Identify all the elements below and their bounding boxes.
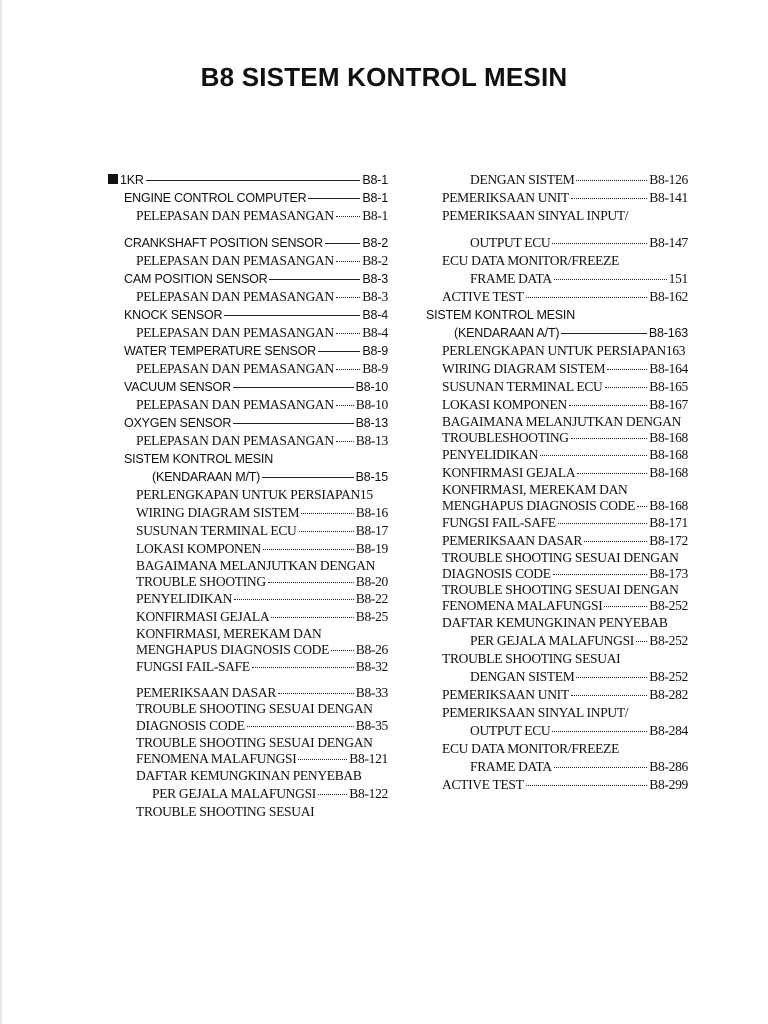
leader-dots: [552, 242, 647, 244]
toc-entry-page: B8-9: [362, 344, 388, 358]
leader-dots: [336, 368, 360, 370]
leader-dots: [577, 472, 647, 474]
toc-entry[interactable]: [426, 566, 688, 582]
toc-entry-title: SISTEM KONTROL MESIN: [426, 308, 576, 322]
leader-dots: [571, 694, 647, 696]
leader-dots: [262, 476, 354, 478]
leader-dots: [554, 278, 667, 280]
toc-entry[interactable]: [426, 598, 688, 614]
toc-entry-title: PERLENGKAPAN UNTUK PERSIAPAN: [442, 343, 666, 358]
toc-entry-title: WATER TEMPERATURE SENSOR: [124, 344, 316, 358]
leader-dots: [308, 197, 360, 199]
leader-dots: [233, 386, 354, 388]
toc-entry-page: B8-19: [355, 541, 388, 556]
leader-dots: [298, 758, 347, 760]
toc-entry-title: BAGAIMANA MELANJUTKAN DENGAN: [442, 414, 682, 429]
toc-entry-page: B8-171: [649, 515, 688, 530]
toc-entry[interactable]: [108, 608, 388, 626]
section-marker-icon: [108, 174, 118, 184]
toc-entry[interactable]: [426, 740, 688, 758]
toc-entry[interactable]: [108, 234, 388, 252]
toc-entry-title: DIAGNOSIS CODE: [136, 718, 245, 733]
toc-entry-page: B8-2: [362, 253, 388, 268]
leader-dots: [571, 197, 647, 199]
toc-entry-page: B8-252: [649, 598, 688, 613]
toc-entry[interactable]: [108, 207, 388, 225]
toc-entry[interactable]: [426, 430, 688, 446]
leader-dots: [576, 179, 647, 181]
toc-entry[interactable]: [426, 758, 688, 776]
leader-dots: [604, 605, 647, 607]
toc-entry-page: B8-4: [362, 325, 388, 340]
toc-entry-page: B8-25: [355, 609, 388, 624]
spacer: [108, 225, 388, 234]
toc-entry[interactable]: [108, 486, 388, 504]
toc-entry-title: VACUUM SENSOR: [124, 380, 231, 394]
spacer: [426, 225, 688, 234]
toc-entry[interactable]: [426, 650, 688, 668]
leader-dots: [336, 332, 360, 334]
toc-entry-title: PELEPASAN DAN PEMASANGAN: [136, 289, 334, 304]
toc-entry-title: KONFIRMASI GEJALA: [442, 465, 576, 480]
toc-entry-title: PEMERIKSAAN SINYAL INPUT/: [442, 208, 629, 223]
toc-entry[interactable]: [108, 432, 388, 450]
toc-entry-page: B8-22: [355, 591, 388, 606]
page-edge: [0, 0, 2, 1024]
toc-entry-title: KONFIRMASI GEJALA: [136, 609, 270, 624]
toc-entry-title: TROUBLE SHOOTING: [136, 574, 266, 589]
toc-entry-title: LOKASI KOMPONEN: [136, 541, 261, 556]
toc-entry-title: TROUBLE SHOOTING SESUAI DENGAN: [136, 735, 373, 750]
toc-entry[interactable]: [426, 396, 688, 414]
toc-entry[interactable]: [108, 701, 388, 717]
leader-dots: [526, 784, 648, 786]
toc-entry-title: ECU DATA MONITOR/FREEZE: [442, 741, 620, 756]
toc-entry-title: PER GEJALA MALAFUNGSI: [470, 633, 634, 648]
toc-entry-page: 15: [359, 487, 373, 502]
leader-dots: [252, 666, 354, 668]
toc-entry[interactable]: [426, 446, 688, 464]
leader-dots: [637, 505, 647, 507]
toc-entry-title: TROUBLE SHOOTING SESUAI DENGAN: [442, 582, 679, 597]
toc-entry-page: B8-3: [362, 272, 388, 286]
toc-entry-title: WIRING DIAGRAM SISTEM: [136, 505, 300, 520]
leader-dots: [271, 616, 353, 618]
toc-entry-page: B8-1: [362, 173, 388, 187]
leader-dots: [558, 522, 647, 524]
toc-entry[interactable]: [108, 342, 388, 360]
toc-entry[interactable]: [426, 776, 688, 794]
toc-entry[interactable]: [108, 540, 388, 558]
leader-dots: [607, 368, 647, 370]
toc-entry-page: B8-32: [355, 659, 388, 674]
toc-entry-title: ENGINE CONTROL COMPUTER: [124, 191, 307, 205]
toc-entry[interactable]: [426, 632, 688, 650]
toc-entry-page: B8-168: [649, 465, 688, 480]
leader-dots: [336, 440, 354, 442]
toc-entry-title: PELEPASAN DAN PEMASANGAN: [136, 361, 334, 376]
leader-dots: [263, 548, 354, 550]
toc-entry[interactable]: [108, 558, 388, 574]
toc-entry-page: B8-122: [349, 786, 388, 801]
toc-entry-title: PELEPASAN DAN PEMASANGAN: [136, 433, 334, 448]
toc-entry-title: CAM POSITION SENSOR: [124, 272, 268, 286]
leader-dots: [318, 793, 347, 795]
toc-entry[interactable]: [426, 306, 688, 324]
toc-entry-title: SISTEM KONTROL MESIN: [124, 452, 274, 466]
toc-entry[interactable]: [426, 686, 688, 704]
toc-entry-page: B8-163: [648, 326, 688, 340]
leader-dots: [318, 350, 360, 352]
leader-dots: [553, 573, 648, 575]
toc-entry-page: B8-10: [355, 380, 388, 394]
leader-dots: [636, 640, 647, 642]
toc-entry[interactable]: [426, 550, 688, 566]
toc-entry-title: FUNGSI FAIL-SAFE: [442, 515, 556, 530]
leader-dots: [299, 530, 354, 532]
toc-entry-page: B8-286: [649, 759, 688, 774]
toc-entry[interactable]: [426, 252, 688, 270]
leader-dots: [569, 404, 647, 406]
toc-entry-title: 1KR: [120, 173, 144, 187]
page-title: B8 SISTEM KONTROL MESIN: [200, 62, 568, 92]
toc-entry[interactable]: [108, 751, 388, 767]
toc-entry[interactable]: [426, 342, 688, 360]
toc-entry[interactable]: [108, 324, 388, 342]
leader-dots: [554, 766, 647, 768]
toc-entry-title: KONFIRMASI, MEREKAM DAN: [136, 626, 322, 641]
toc-entry-title: TROUBLESHOOTING: [442, 430, 569, 445]
toc-entry-page: B8-121: [349, 751, 388, 766]
toc-entry[interactable]: [426, 234, 688, 252]
toc-entry[interactable]: [108, 626, 388, 642]
toc-entry-page: B8-252: [649, 669, 688, 684]
toc-entry-title: TROUBLE SHOOTING SESUAI DENGAN: [136, 701, 373, 716]
toc-entry-page: B8-141: [649, 190, 688, 205]
toc-entry-title: ACTIVE TEST: [442, 289, 524, 304]
leader-dots: [584, 540, 647, 542]
toc-entry-title: PELEPASAN DAN PEMASANGAN: [136, 208, 334, 223]
toc-entry[interactable]: [426, 482, 688, 498]
toc-entry[interactable]: [108, 522, 388, 540]
toc-entry[interactable]: [108, 360, 388, 378]
toc-entry[interactable]: [426, 324, 688, 342]
toc-entry[interactable]: [426, 207, 688, 225]
toc-entry-page: B8-162: [649, 289, 688, 304]
toc-entry-page: B8-16: [355, 505, 388, 520]
toc-entry-page: 151: [668, 271, 688, 286]
spacer: [108, 676, 388, 685]
toc-entry[interactable]: [108, 803, 388, 821]
toc-entry[interactable]: [108, 735, 388, 751]
toc-entry-title: PEMERIKSAAN DASAR: [442, 533, 583, 548]
toc-entry-page: B8-26: [355, 642, 388, 657]
toc-entry-page: B8-172: [649, 533, 688, 548]
toc-entry[interactable]: [108, 252, 388, 270]
toc-entry-title: PELEPASAN DAN PEMASANGAN: [136, 397, 334, 412]
toc-entry-page: B8-13: [355, 433, 388, 448]
toc-entry[interactable]: [426, 614, 688, 632]
toc-entry[interactable]: [108, 189, 388, 207]
toc-entry-title: KONFIRMASI, MEREKAM DAN: [442, 482, 628, 497]
toc-entry[interactable]: [108, 306, 388, 324]
toc-entry[interactable]: [108, 504, 388, 522]
toc-entry[interactable]: [108, 658, 388, 676]
toc-entry[interactable]: [426, 514, 688, 532]
toc-entry[interactable]: [108, 414, 388, 432]
leader-dots: [561, 332, 647, 334]
toc-entry-page: B8-1: [362, 208, 388, 223]
toc-entry[interactable]: [426, 288, 688, 306]
toc-entry-page: B8-15: [355, 470, 388, 484]
toc-entry-page: B8-284: [649, 723, 688, 738]
toc-entry-title: DAFTAR KEMUNGKINAN PENYEBAB: [442, 615, 668, 630]
toc-entry-title: PEMERIKSAAN UNIT: [442, 687, 569, 702]
toc-entry-page: B8-2: [362, 236, 388, 250]
leader-dots: [331, 649, 354, 651]
toc-entry-page: B8-168: [649, 430, 688, 445]
toc-entry[interactable]: [426, 668, 688, 686]
leader-dots: [234, 598, 354, 600]
toc-entry-page: B8-168: [649, 498, 688, 513]
toc-entry-title: PERLENGKAPAN UNTUK PERSIAPAN: [136, 487, 360, 502]
toc-entry-page: B8-1: [362, 191, 388, 205]
toc-entry-title: MENGHAPUS DIAGNOSIS CODE: [136, 642, 330, 657]
toc-entry-title: PEMERIKSAAN DASAR: [136, 685, 277, 700]
toc-entry[interactable]: [426, 189, 688, 207]
toc-left-column: [108, 171, 388, 821]
toc-entry-title: PELEPASAN DAN PEMASANGAN: [136, 253, 334, 268]
toc-entry-page: B8-3: [362, 289, 388, 304]
leader-dots: [576, 676, 647, 678]
toc-entry-page: B8-9: [362, 361, 388, 376]
toc-entry[interactable]: [426, 582, 688, 598]
leader-dots: [325, 242, 361, 244]
toc-entry[interactable]: [108, 396, 388, 414]
toc-entry-title: TROUBLE SHOOTING SESUAI DENGAN: [442, 550, 679, 565]
toc-entry-title: DENGAN SISTEM: [470, 172, 575, 187]
leader-dots: [268, 581, 354, 583]
leader-dots: [540, 454, 647, 456]
toc-entry-title: PENYELIDIKAN: [136, 591, 233, 606]
toc-entry-title: PEMERIKSAAN UNIT: [442, 190, 569, 205]
toc-entry-title: CRANKSHAFT POSITION SENSOR: [124, 236, 323, 250]
toc-entry-title: DIAGNOSIS CODE: [442, 566, 551, 581]
toc-entry-page: B8-33: [355, 685, 388, 700]
toc-entry-title: WIRING DIAGRAM SISTEM: [442, 361, 606, 376]
toc-entry-title: FRAME DATA: [470, 759, 552, 774]
toc-entry-title: DAFTAR KEMUNGKINAN PENYEBAB: [136, 768, 362, 783]
leader-dots: [571, 437, 648, 439]
toc-entry[interactable]: [108, 270, 388, 288]
toc-entry-page: B8-17: [355, 523, 388, 538]
toc-entry[interactable]: [108, 468, 388, 486]
toc-entry[interactable]: [426, 532, 688, 550]
toc-entry-page: B8-35: [355, 718, 388, 733]
toc-entry-title: PEMERIKSAAN SINYAL INPUT/: [442, 705, 629, 720]
toc-entry-title: PELEPASAN DAN PEMASANGAN: [136, 325, 334, 340]
toc-entry-title: OUTPUT ECU: [470, 235, 551, 250]
toc-entry[interactable]: [108, 717, 388, 735]
toc-entry-title: FRAME DATA: [470, 271, 552, 286]
leader-dots: [301, 512, 354, 514]
toc-entry[interactable]: [426, 704, 688, 722]
toc-entry-page: B8-173: [649, 566, 688, 581]
toc-entry-page: 163: [665, 343, 686, 358]
toc-entry-title: SUSUNAN TERMINAL ECU: [136, 523, 297, 538]
toc-entry-page: B8-147: [649, 235, 688, 250]
toc-entry[interactable]: [426, 464, 688, 482]
leader-dots: [224, 314, 360, 316]
leader-dots: [336, 260, 360, 262]
toc-entry-title: KNOCK SENSOR: [124, 308, 223, 322]
toc-entry-page: B8-10: [355, 397, 388, 412]
toc-entry-title: FUNGSI FAIL-SAFE: [136, 659, 250, 674]
toc-entry[interactable]: [108, 450, 388, 468]
toc-entry-title: OUTPUT ECU: [470, 723, 551, 738]
toc-entry-page: B8-4: [362, 308, 388, 322]
toc-entry[interactable]: [426, 414, 688, 430]
toc-entry-title: SUSUNAN TERMINAL ECU: [442, 379, 603, 394]
toc-entry-page: B8-299: [649, 777, 688, 792]
toc-entry-title: (KENDARAAN A/T): [454, 326, 560, 340]
toc-entry[interactable]: [108, 767, 388, 785]
toc-entry[interactable]: [108, 785, 388, 803]
leader-dots: [233, 422, 353, 424]
toc-entry-title: DENGAN SISTEM: [470, 669, 575, 684]
leader-dots: [146, 179, 361, 181]
toc-entry-title: TROUBLE SHOOTING SESUAI: [442, 651, 621, 666]
toc-entry-page: B8-167: [649, 397, 688, 412]
toc-entry[interactable]: [108, 574, 388, 590]
toc-entry-title: ECU DATA MONITOR/FREEZE: [442, 253, 620, 268]
leader-dots: [336, 296, 360, 298]
toc-entry-page: B8-20: [355, 574, 388, 589]
toc-entry[interactable]: [108, 685, 388, 701]
leader-dots: [247, 725, 354, 727]
leader-dots: [278, 692, 354, 694]
leader-dots: [336, 215, 360, 217]
toc-right-column: [426, 171, 688, 794]
toc-entry[interactable]: [426, 360, 688, 378]
toc-entry-title: TROUBLE SHOOTING SESUAI: [136, 804, 315, 819]
leader-dots: [552, 730, 647, 732]
toc-entry-title: FENOMENA MALAFUNGSI: [442, 598, 603, 613]
toc-entry-title: OXYGEN SENSOR: [124, 416, 232, 430]
toc-entry[interactable]: [426, 378, 688, 396]
toc-entry-page: B8-282: [649, 687, 688, 702]
toc-entry[interactable]: [426, 498, 688, 514]
toc-entry[interactable]: [426, 171, 688, 189]
toc-entry-page: B8-164: [649, 361, 688, 376]
toc-entry[interactable]: [108, 288, 388, 306]
toc-entry-page: B8-252: [649, 633, 688, 648]
toc-entry-title: FENOMENA MALAFUNGSI: [136, 751, 297, 766]
toc-entry-page: B8-165: [649, 379, 688, 394]
toc-entry-title: BAGAIMANA MELANJUTKAN DENGAN: [136, 558, 376, 573]
toc-entry-page: B8-13: [355, 416, 388, 430]
toc-entry[interactable]: [426, 270, 688, 288]
toc-entry-title: ACTIVE TEST: [442, 777, 524, 792]
toc-entry[interactable]: [108, 378, 388, 396]
toc-entry-title: MENGHAPUS DIAGNOSIS CODE: [442, 498, 636, 513]
leader-dots: [605, 386, 648, 388]
toc-entry[interactable]: [108, 642, 388, 658]
toc-entry-title: LOKASI KOMPONEN: [442, 397, 567, 412]
toc-entry-page: B8-168: [649, 447, 688, 462]
toc-entry-title: PER GEJALA MALAFUNGSI: [152, 786, 316, 801]
toc-entry-page: B8-126: [649, 172, 688, 187]
toc-entry[interactable]: [108, 171, 388, 189]
leader-dots: [336, 404, 354, 406]
toc-entry-title: PENYELIDIKAN: [442, 447, 539, 462]
toc-entry[interactable]: [108, 590, 388, 608]
leader-dots: [526, 296, 648, 298]
toc-entry-title: (KENDARAAN M/T): [152, 470, 261, 484]
leader-dots: [269, 278, 360, 280]
toc-entry[interactable]: [426, 722, 688, 740]
